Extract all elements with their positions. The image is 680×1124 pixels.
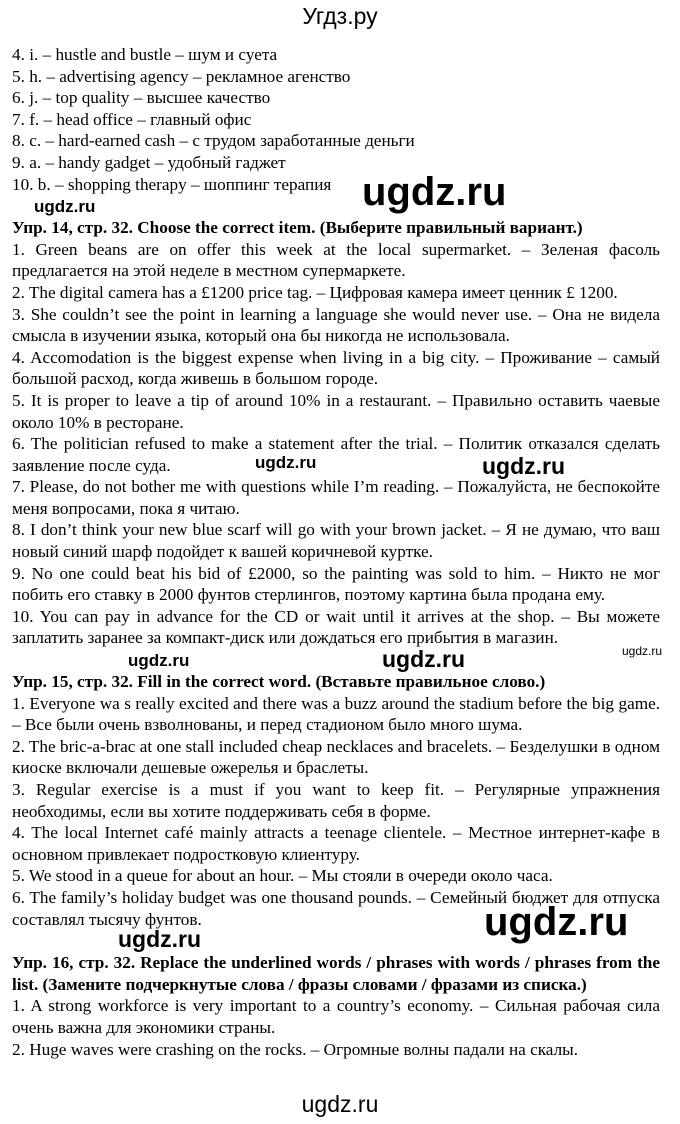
exercise-item: 2. The digital camera has a £1200 price tag. – Цифровая камера имеет ценник £ 1200.	[12, 282, 618, 302]
exercise-item: 9. No one could beat his bid of £2000, so the painting was sold to him. – Никто не мог побить его ставку в 2000 фунтов стерлингов, поэтому картина была продана ему.	[12, 563, 660, 605]
exercise-15-items	[12, 693, 660, 931]
vocab-item: 10. b. – shopping therapy – шоппинг терапия	[12, 174, 332, 194]
exercise-item: 10. You can pay in advance for the CD or wait until it arrives at the shop. – Вы можете заплатить заранее за компакт-диск или дождаться его прибытия в магазин.	[12, 606, 660, 648]
exercise-14-heading: Упр. 14, стр. 32. Choose the correct item. (Выберите правильный вариант.)	[12, 218, 583, 238]
exercise-item: 2. Huge waves were crashing on the rocks. – Огромные волны падали на скалы.	[12, 1039, 578, 1059]
exercise-16-heading: Упр. 16, стр. 32. Replace the underlined words / phrases with words / phrases from the list. (Замените подчеркнутые слова / фразы словами / фразами из списка.)	[12, 953, 660, 994]
exercise-item: 5. We stood in a queue for about an hour. – Мы стояли в очереди около часа.	[12, 866, 553, 886]
watermark: ugdz.ru	[622, 644, 663, 658]
exercise-item: 7. Please, do not bother me with questions while I’m reading. – Пожалуйста, не беспокойте меня вопросами, пока я читаю.	[12, 477, 660, 518]
vocab-item: 8. c. – hard-earned cash – с трудом заработанные деньги	[12, 131, 415, 151]
exercise-item: 3. She couldn’t see the point in learning a language she would never use. – Она не видела смысла в изучении языка, который она бы никогда не использовала.	[12, 304, 660, 346]
watermark: ugdz.ru	[118, 926, 202, 952]
exercise-item: 5. It is proper to leave a tip of around 10% in a restaurant. – Правильно оставить чаевые около 10% в ресторане.	[12, 390, 660, 432]
site-footer: ugdz.ru	[301, 1091, 379, 1117]
watermark: ugdz.ru	[484, 900, 629, 944]
exercise-item: 4. Accomodation is the biggest expense when living in a big city. – Проживание – самый большой расход, когда живешь в большом городе.	[12, 347, 660, 389]
exercise-item: 4. The local Internet café mainly attracts a teenage clientele. – Местное интернет-кафе в основном привлекает подростковую клиентуру.	[12, 823, 660, 864]
exercise-item: 6. The family’s holiday budget was one thousand pounds. – Семейный бюджет для отпуска составлял тысячу фунтов.	[12, 887, 660, 929]
watermark: ugdz.ru	[34, 197, 96, 216]
watermark: ugdz.ru	[362, 170, 507, 214]
vocab-item: 7. f. – head office – главный офис	[12, 109, 252, 129]
watermark: ugdz.ru	[255, 453, 317, 472]
watermark: ugdz.ru	[382, 646, 466, 672]
watermark: ugdz.ru	[128, 651, 190, 670]
exercise-item: 3. Regular exercise is a must if you want to keep fit. – Регулярные упражнения необходимы, если вы хотите поддерживать себя в форме.	[12, 780, 660, 821]
exercise-14-items	[12, 239, 660, 649]
vocab-item: 9. a. – handy gadget – удобный гаджет	[12, 152, 286, 172]
exercise-15-heading: Упр. 15, стр. 32. Fill in the correct word. (Вставьте правильное слово.)	[12, 672, 546, 692]
exercise-item: 6. The politician refused to make a statement after the trial. – Политик отказался сделать заявление после суда.	[12, 434, 660, 475]
exercise-16-items	[12, 995, 660, 1060]
exercise-item: 1. A strong workforce is very important to a country’s economy. – Сильная рабочая сила очень важна для экономики страны.	[12, 996, 660, 1037]
exercise-item: 1. Everyone wa s really excited and there was a buzz around the stadium before the big game. – Все были очень взволнованы, и перед стадионом было много шума.	[12, 693, 660, 735]
watermark: ugdz.ru	[482, 453, 566, 479]
exercise-item: 1. Green beans are on offer this week at the local supermarket. – Зеленая фасоль предлагается на этой неделе в местном супермаркете.	[12, 239, 660, 281]
exercise-item: 8. I don’t think your new blue scarf will go with your brown jacket. – Я не думаю, что ваш новый синий шарф подойдет к вашей коричневой куртке.	[12, 520, 660, 562]
vocab-item: 4. i. – hustle and bustle – шум и суета	[12, 45, 278, 64]
exercise-item: 2. The bric-a-brac at one stall included cheap necklaces and bracelets. – Безделушки в одном киоске включали дешевые ожерелья и браслеты.	[12, 736, 660, 778]
vocab-item: 6. j. – top quality – высшее качество	[12, 88, 271, 108]
vocab-item: 5. h. – advertising agency – рекламное агенство	[12, 66, 351, 86]
site-header: Угдз.ру	[302, 3, 378, 29]
vocab-list	[12, 44, 660, 195]
